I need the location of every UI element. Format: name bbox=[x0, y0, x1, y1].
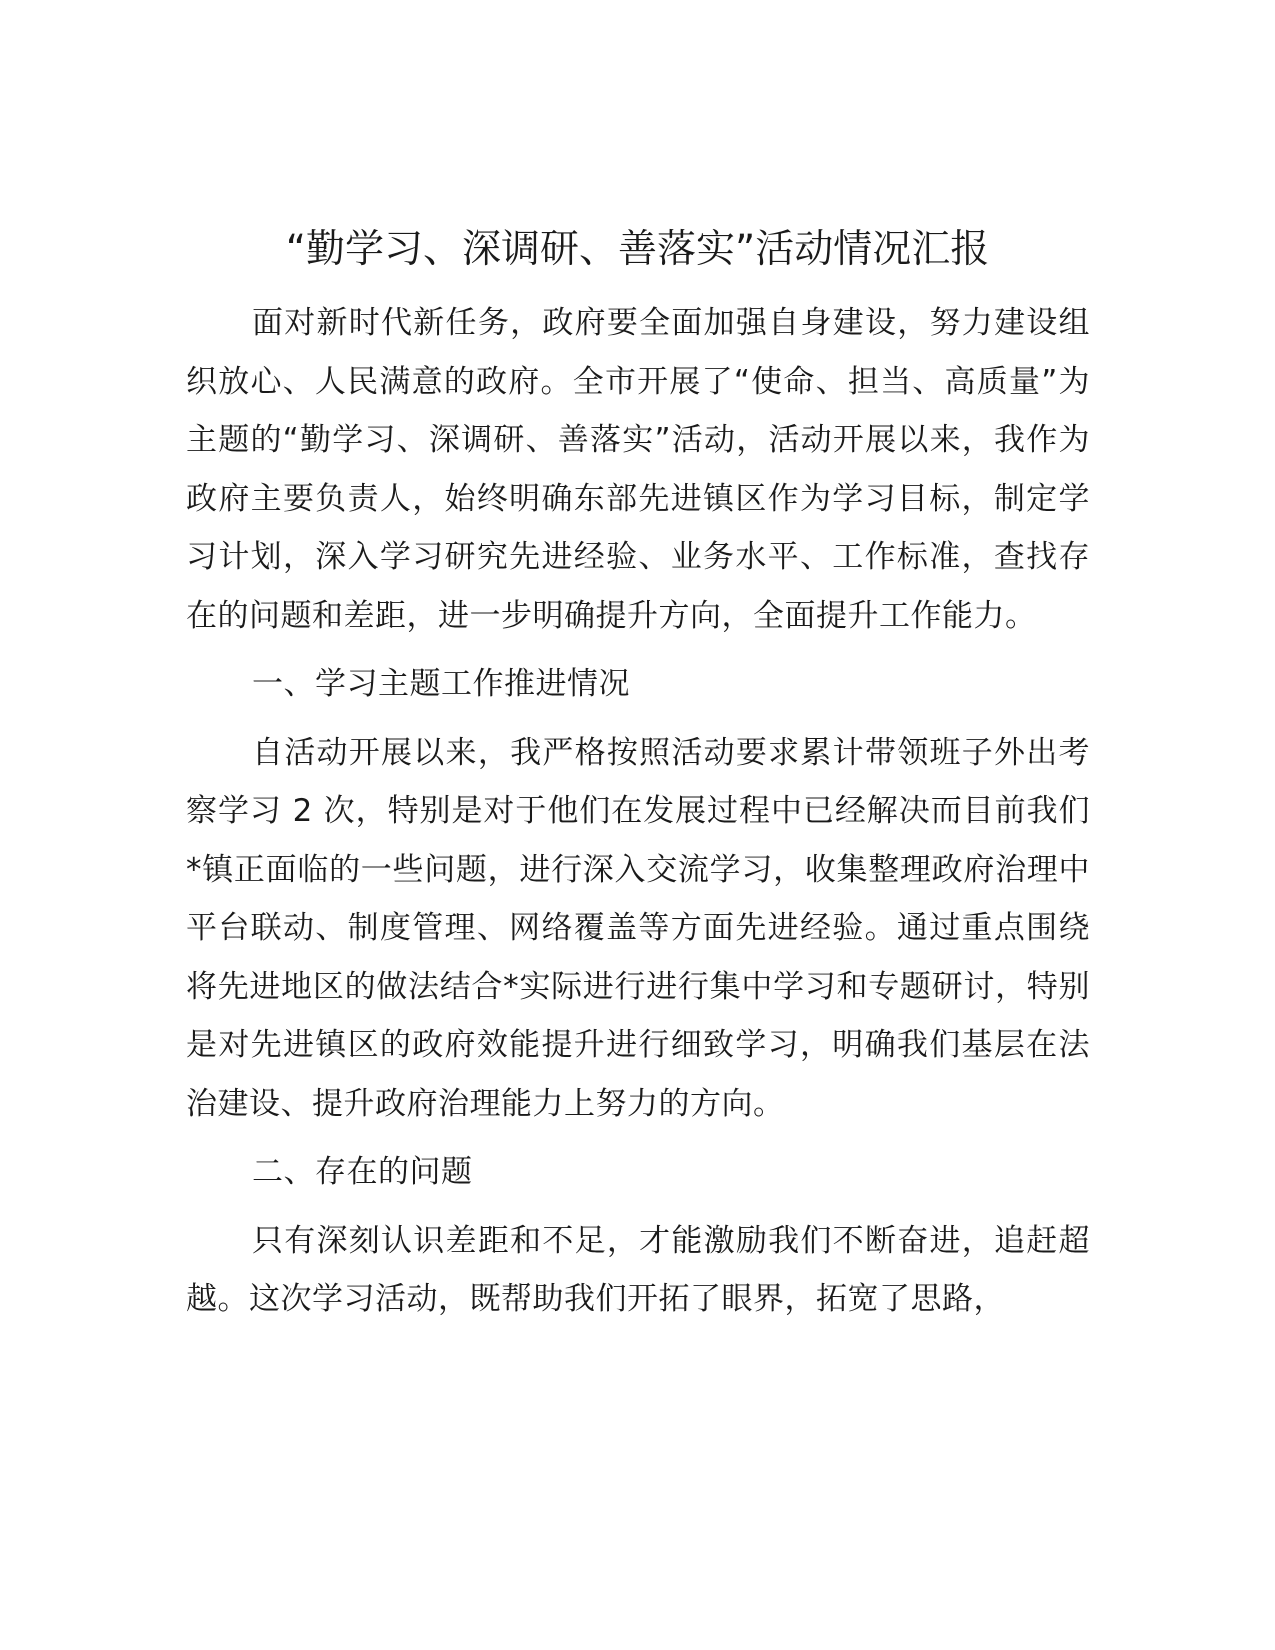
section-2-paragraph: 只有深刻认识差距和不足，才能激励我们不断奋进，追赶超越。这次学习活动，既帮助我们开拓了眼界，拓宽了思路， bbox=[186, 1222, 1090, 1317]
document-body bbox=[186, 294, 1090, 1329]
section-1-paragraph: 自活动开展以来，我严格按照活动要求累计带领班子外出考察学习 2 次，特别是对于他们在发展过程中已经解决而目前我们*镇正面临的一些问题，进行深入交流学习，收集整理政府治理中平台联动、制度管理、网络覆盖等方面先进经验。通过重点围绕将先进地区的做法结合*实际进行进行集中学习和专题研讨，特别是对先进镇区的政府效能提升进行细致学习，明确我们基层在法治建设、提升政府治理能力上努力的方向。 bbox=[186, 734, 1090, 1122]
document-title: “勤学习、深调研、善落实”活动情况汇报 bbox=[285, 227, 990, 272]
intro-paragraph: 面对新时代新任务，政府要全面加强自身建设，努力建设组织放心、人民满意的政府。全市开展了“使命、担当、高质量”为主题的“勤学习、深调研、善落实”活动，活动开展以来，我作为政府主要负责人，始终明确东部先进镇区作为学习目标，制定学习计划，深入学习研究先进经验、业务水平、工作标准，查找存在的问题和差距，进一步明确提升方向，全面提升工作能力。 bbox=[186, 305, 1090, 634]
section-2-heading: 二、存在的问题 bbox=[252, 1154, 473, 1190]
section-1-heading: 一、学习主题工作推进情况 bbox=[252, 666, 630, 702]
